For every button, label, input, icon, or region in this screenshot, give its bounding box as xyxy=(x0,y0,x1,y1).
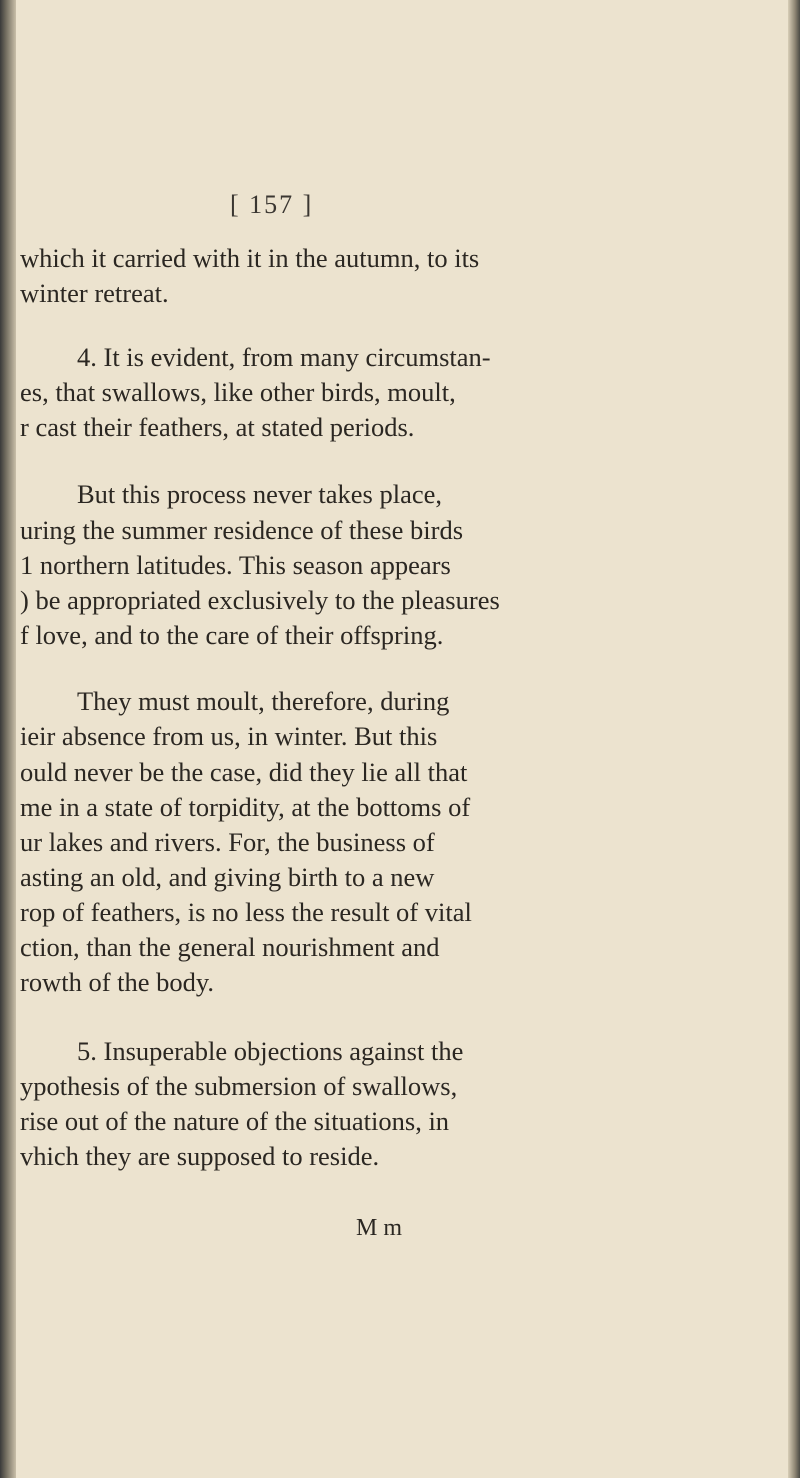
paragraph-line: They must moult, therefore, during xyxy=(77,686,450,716)
text-line: 1 northern latitudes. This season appears xyxy=(20,550,451,580)
paragraph-4-line: 4. It is evident, from many circumstan- xyxy=(77,342,491,372)
text-line: which it carried with it in the autumn, to its xyxy=(20,243,480,273)
text-line: rowth of the body. xyxy=(20,967,215,997)
text-line: ction, than the general nourishment and xyxy=(20,932,440,962)
page-right-edge xyxy=(788,0,800,1478)
text-line: ) be appropriated exclusively to the pleasures xyxy=(20,585,500,615)
text-line: uring the summer residence of these birds xyxy=(20,515,464,545)
text-line: rop of feathers, is no less the result of vital xyxy=(20,897,472,927)
text-line: es, that swallows, like other birds, moult, xyxy=(20,377,456,407)
text-line: f love, and to the care of their offspring. xyxy=(20,620,444,650)
text-line: vhich they are supposed to reside. xyxy=(20,1141,380,1171)
paragraph-5-line: 5. Insuperable objections against the xyxy=(77,1036,464,1066)
text-line: ould never be the case, did they lie all that xyxy=(20,757,468,787)
catchword: M m xyxy=(356,1215,403,1241)
text-line: ypothesis of the submersion of swallows, xyxy=(20,1071,458,1101)
page-number: [ 157 ] xyxy=(230,190,314,219)
text-line: winter retreat. xyxy=(20,278,169,308)
text-line: r cast their feathers, at stated periods. xyxy=(20,412,415,442)
page-left-edge xyxy=(0,0,16,1478)
paragraph-line: But this process never takes place, xyxy=(77,479,442,509)
text-line: ieir absence from us, in winter. But this xyxy=(20,721,438,751)
text-line: asting an old, and giving birth to a new xyxy=(20,862,435,892)
text-line: rise out of the nature of the situations, in xyxy=(20,1106,450,1136)
text-line: ur lakes and rivers. For, the business of xyxy=(20,827,435,857)
text-line: me in a state of torpidity, at the bottoms of xyxy=(20,792,471,822)
